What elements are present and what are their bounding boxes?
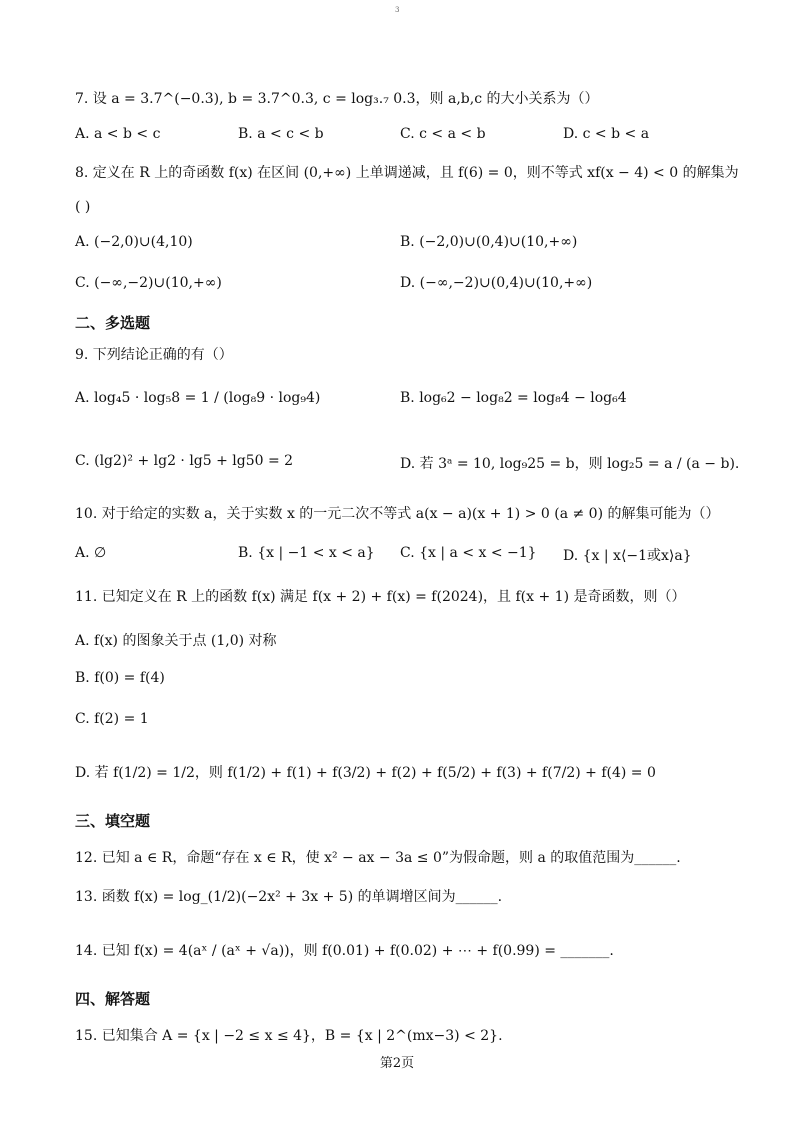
question-8: 8. 定义在 R 上的奇函数 f(x) 在区间 (0,+∞) 上单调递减，且 f(6) = 0，则不等式 xf(x − 4) < 0 的解集为	[75, 165, 739, 181]
q10-option-b: B. {x | −1 < x < a}	[238, 545, 375, 561]
question-15: 15. 已知集合 A = {x | −2 ≤ x ≤ 4}，B = {x | 2^(mx−3) < 2}.	[75, 1028, 503, 1044]
question-10: 10. 对于给定的实数 a，关于实数 x 的一元二次不等式 a(x − a)(x + 1) > 0 (a ≠ 0) 的解集可能为（）	[75, 506, 720, 522]
q8-option-d: D. (−∞,−2)∪(0,4)∪(10,+∞)	[400, 275, 593, 291]
section-heading-fill-blank: 三、填空题	[75, 812, 151, 830]
q7-option-d: D. c < b < a	[563, 126, 650, 142]
q10-option-a: A. ∅	[75, 545, 107, 561]
q7-option-c: C. c < a < b	[400, 126, 486, 142]
question-12: 12. 已知 a ∈ R，命题“存在 x ∈ R，使 x² − ax − 3a ≤ 0”为假命题，则 a 的取值范围为______.	[75, 850, 681, 866]
page-number: 第2页	[379, 1056, 415, 1071]
q8-blank: ( )	[75, 199, 91, 215]
q11-option-c: C. f(2) = 1	[75, 711, 149, 727]
q8-option-a: A. (−2,0)∪(4,10)	[75, 234, 193, 250]
q9-option-d: D. 若 3ᵃ = 10, log₉25 = b，则 log₂5 = a / (a − b).	[400, 456, 740, 472]
q11-option-a: A. f(x) 的图象关于点 (1,0) 对称	[75, 633, 277, 649]
question-9: 9. 下列结论正确的有（）	[75, 347, 233, 363]
question-7: 7. 设 a = 3.7^(−0.3), b = 3.7^0.3, c = log₃.₇ 0.3，则 a,b,c 的大小关系为（）	[75, 91, 599, 107]
q11-option-d: D. 若 f(1/2) = 1/2，则 f(1/2) + f(1) + f(3/2) + f(2) + f(5/2) + f(3) + f(7/2) + f(4) = 0	[75, 765, 656, 781]
question-13: 13. 函数 f(x) = log_(1/2)(−2x² + 3x + 5) 的单调增区间为______.	[75, 889, 503, 905]
q10-option-d: D. {x | x⟨−1或x⟩a}	[563, 548, 692, 564]
section-heading-solutions: 四、解答题	[75, 990, 151, 1008]
q9-option-a: A. log₄5 · log₅8 = 1 / (log₈9 · log₉4)	[75, 390, 321, 406]
q7-option-b: B. a < c < b	[238, 126, 324, 142]
section-heading-multi-choice: 二、多选题	[75, 314, 151, 332]
question-11: 11. 已知定义在 R 上的函数 f(x) 满足 f(x + 2) + f(x) = f(2024)，且 f(x + 1) 是奇函数，则（）	[75, 589, 686, 605]
q9-option-b: B. log₆2 − log₈2 = log₈4 − log₆4	[400, 390, 627, 406]
q7-option-a: A. a < b < c	[75, 126, 161, 142]
q10-option-c: C. {x | a < x < −1}	[400, 545, 537, 561]
question-14: 14. 已知 f(x) = 4(aˣ / (aˣ + √a))，则 f(0.01) + f(0.02) + ⋯ + f(0.99) = _______.	[75, 943, 614, 959]
page-mark: 3	[395, 6, 400, 14]
q8-option-c: C. (−∞,−2)∪(10,+∞)	[75, 275, 222, 291]
q11-option-b: B. f(0) = f(4)	[75, 670, 165, 686]
q9-option-c: C. (lg2)² + lg2 · lg5 + lg50 = 2	[75, 453, 294, 469]
q8-option-b: B. (−2,0)∪(0,4)∪(10,+∞)	[400, 234, 578, 250]
